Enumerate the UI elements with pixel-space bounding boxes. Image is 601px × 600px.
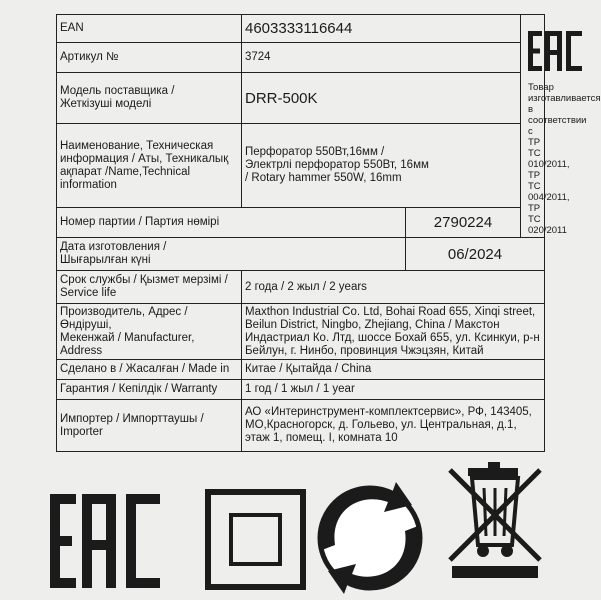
eac-mark-icon bbox=[524, 29, 586, 73]
cert-reg-2: ТР ТС 004/2011, bbox=[528, 170, 570, 203]
product-label-table bbox=[56, 14, 601, 452]
green-dot-recycle-icon bbox=[320, 482, 420, 594]
article-label: Артикул № bbox=[57, 43, 242, 73]
cert-intro-2: в соответствии с bbox=[528, 104, 587, 137]
importer-value: АО «Интеринструмент-комплектсервис», РФ, 143405, МО,Красногорск, д. Гольево, ул. Центральная, д.1, этаж 1, помещ. I, комната 10 bbox=[242, 400, 545, 452]
manufacture-date-label: Дата изготовления / Шығарылған күні bbox=[57, 238, 406, 271]
name-value: Перфоратор 550Вт,16мм / Электрлі перфоратор 550Вт, 16мм / Rotary hammer 550W, 16mm bbox=[242, 124, 521, 208]
service-life-value: 2 года / 2 жыл / 2 years bbox=[242, 271, 545, 304]
cert-reg-1: ТР ТС 010/2011, bbox=[528, 137, 570, 170]
warranty-value: 1 год / 1 жыл / 1 year bbox=[242, 380, 545, 400]
service-life-label: Срок службы / Қызмет мерзімі / Service life bbox=[57, 271, 242, 304]
warranty-label: Гарантия / Кепілдік / Warranty bbox=[57, 380, 242, 400]
made-in-label: Сделано в / Жасалған / Made in bbox=[57, 360, 242, 380]
eac-large-icon bbox=[50, 494, 160, 588]
importer-label: Импортер / Импорттаушы / Importer bbox=[57, 400, 242, 452]
manufacturer-value: Maxthon Industrial Co. Ltd, Bohai Road 655, Xinqi street, Beilun District, Ningbo, Zhejiang, China / Макстон Индастриал Ко. Лтд, шоссе Бохай 655, ул. Ксинкуи, р-н Бейлун, г. Нинбо, провинция Чжэцзян, Китай bbox=[242, 304, 545, 360]
cert-reg-3: ТР ТС 020/2011 bbox=[528, 203, 567, 236]
manufacturer-label: Производитель, Адрес / Өндіруші, Мекенжай / Manufacturer, Address bbox=[57, 304, 242, 360]
crossed-out-bin-icon bbox=[450, 462, 540, 578]
ean-label: EAN bbox=[57, 15, 242, 43]
certification-cell bbox=[521, 15, 601, 238]
manufacture-date-value: 06/2024 bbox=[406, 238, 545, 271]
supplier-model-value: DRR-500K bbox=[242, 73, 521, 124]
name-label: Наименование, Техническая информация / Аты, Техникалық ақпарат /Name,Technical information bbox=[57, 124, 242, 208]
batch-label: Номер партии / Партия нөмірі bbox=[57, 208, 406, 238]
batch-value: 2790224 bbox=[406, 208, 521, 238]
supplier-model-label: Модель поставщика / Жеткізуші моделі bbox=[57, 73, 242, 124]
ean-value: 4603333116644 bbox=[242, 15, 521, 43]
article-value: 3724 bbox=[242, 43, 521, 73]
cert-intro-1: Товар изготавливается bbox=[528, 82, 601, 104]
made-in-value: Китае / Қытайда / China bbox=[242, 360, 545, 380]
double-insulation-icon bbox=[208, 492, 303, 587]
